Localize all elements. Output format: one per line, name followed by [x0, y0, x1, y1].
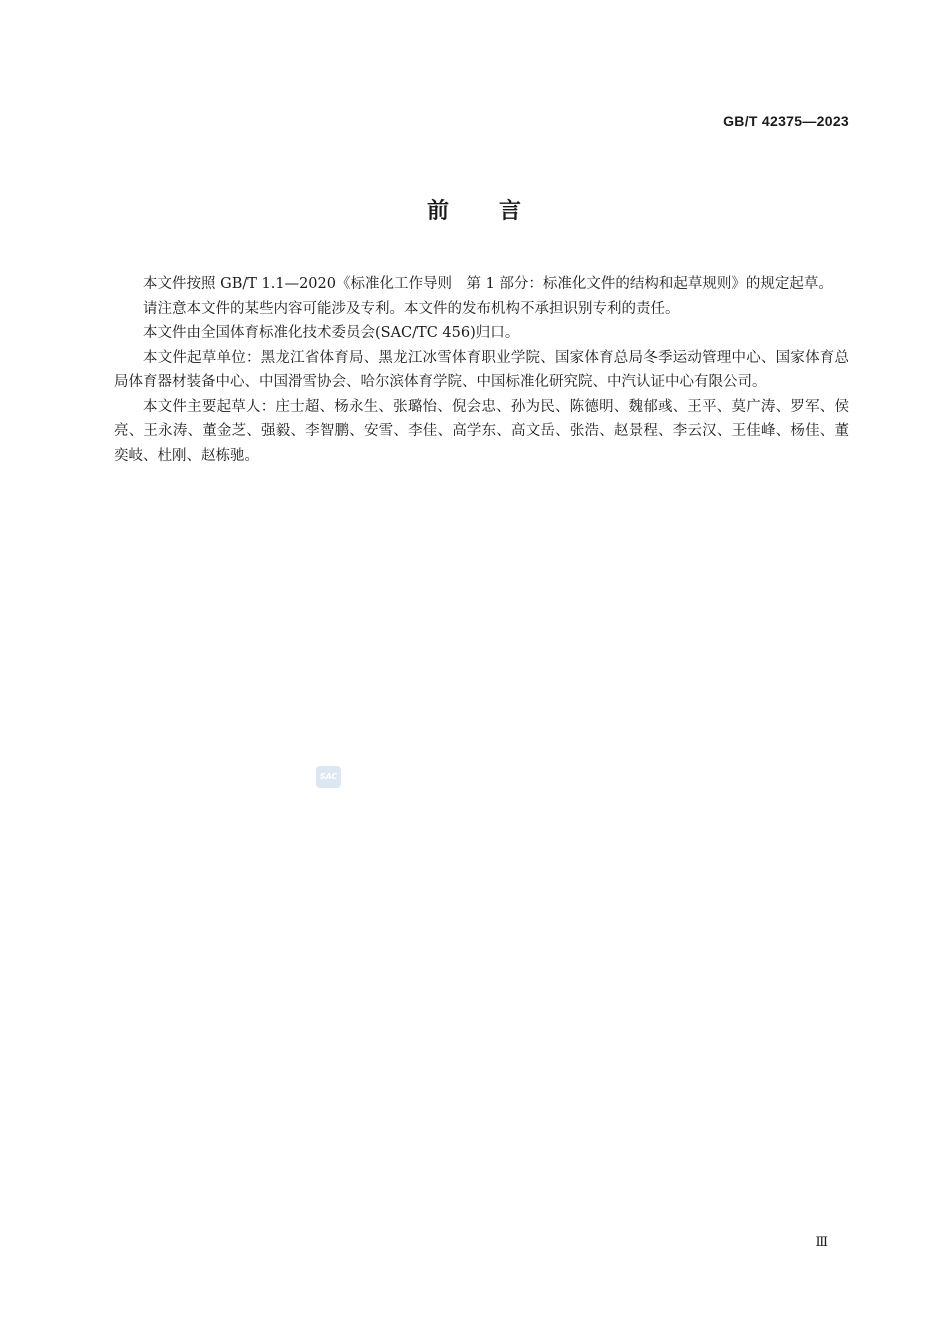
page-title — [0, 194, 950, 225]
foreword-body — [114, 272, 849, 468]
standard-code: GB/T 42375—2023 — [723, 113, 849, 129]
page-number: Ⅲ — [815, 1235, 828, 1250]
paragraph-drafters: 本文件主要起草人：庄士超、杨永生、张璐怡、倪会忠、孙为民、陈德明、魏郁彧、王平、莫广涛、罗军、侯亮、王永涛、董金芝、强毅、李智鹏、安雪、李佳、高学东、高文岳、张浩、赵景程、李云汉、王佳峰、杨佳、董奕岐、杜刚、赵栋驰。 — [114, 398, 849, 464]
sac-watermark-logo: SAC — [316, 766, 341, 788]
paragraph-drafting-rules: 本文件按照 GB/T 1.1—2020《标准化工作导则 第 1 部分：标准化文件的结构和起草规则》的规定起草。 — [143, 276, 833, 292]
title-char-1: 前 — [426, 199, 451, 224]
paragraph-drafting-units: 本文件起草单位：黑龙江省体育局、黑龙江冰雪体育职业学院、国家体育总局冬季运动管理中心、国家体育总局体育器材装备中心、中国滑雪协会、哈尔滨体育学院、中国标准化研究院、中汽认证中心有限公司。 — [114, 349, 849, 390]
paragraph-technical-committee: 本文件由全国体育标准化技术委员会(SAC/TC 456)归口。 — [143, 325, 520, 341]
paragraph-patent-notice: 请注意本文件的某些内容可能涉及专利。本文件的发布机构不承担识别专利的责任。 — [143, 300, 680, 317]
title-char-2: 言 — [499, 199, 524, 224]
